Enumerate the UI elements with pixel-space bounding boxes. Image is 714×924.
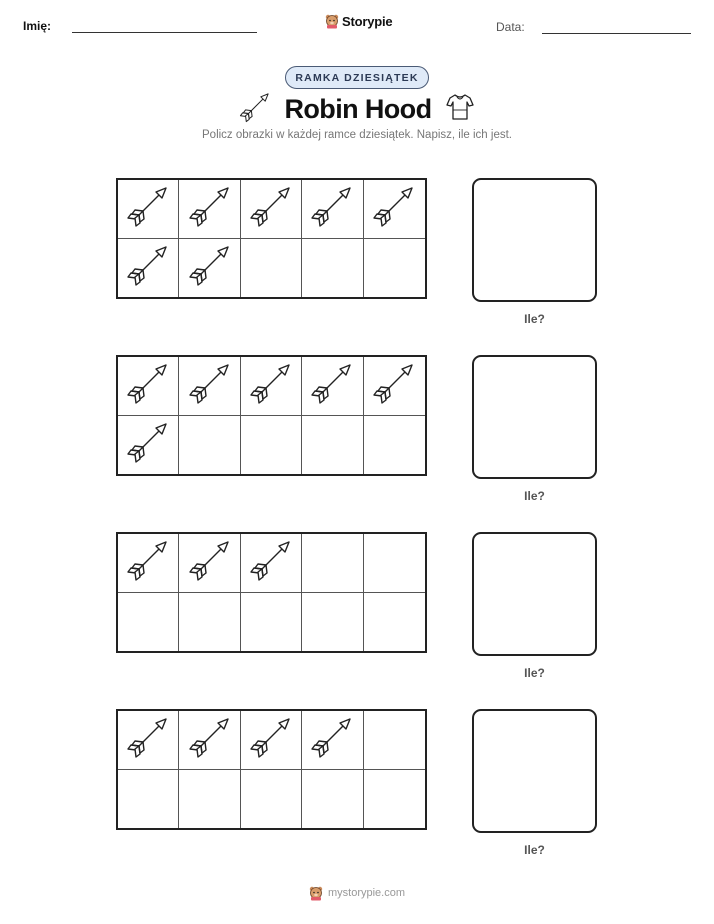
ten-frame-cell xyxy=(118,180,179,239)
ten-frame-cell xyxy=(302,357,363,416)
arrow-icon xyxy=(126,715,170,764)
arrow-icon xyxy=(126,538,170,587)
ten-frame-cell xyxy=(241,180,302,239)
ten-frame-cell xyxy=(241,711,302,770)
ten-frame-cell xyxy=(179,239,240,298)
date-line[interactable] xyxy=(542,33,691,34)
date-label: Data: xyxy=(496,20,525,34)
ten-frame-cell xyxy=(179,534,240,593)
ten-frame-cell xyxy=(302,534,363,593)
arrow-icon xyxy=(126,184,170,233)
answer-label: Ile? xyxy=(524,666,545,680)
answer-label: Ile? xyxy=(524,489,545,503)
arrow-icon xyxy=(239,91,271,128)
ten-frame-cell xyxy=(302,180,363,239)
ten-frame-cell xyxy=(179,416,240,475)
arrow-icon xyxy=(126,420,170,469)
bear-mascot-icon xyxy=(309,885,323,901)
ten-frame-cell xyxy=(118,711,179,770)
arrow-icon xyxy=(188,715,232,764)
footer xyxy=(0,885,714,901)
arrow-icon xyxy=(372,361,416,410)
arrow-icon xyxy=(310,361,354,410)
ten-frame-cell xyxy=(364,416,425,475)
ten-frame-cell xyxy=(179,593,240,652)
ten-frame-cell xyxy=(302,711,363,770)
arrow-icon xyxy=(126,243,170,292)
ten-frame-cell xyxy=(118,770,179,829)
brand-logo xyxy=(325,13,392,29)
ten-frame xyxy=(116,355,427,476)
arrow-icon xyxy=(249,538,293,587)
ten-frame-cell xyxy=(179,357,240,416)
arrow-icon xyxy=(188,184,232,233)
brand-name: Storypie xyxy=(342,13,393,29)
footer-url: mystorypie.com xyxy=(327,887,406,899)
ten-frame-cell xyxy=(241,770,302,829)
arrow-icon xyxy=(249,715,293,764)
arrow-icon xyxy=(126,361,170,410)
ten-frame-cell xyxy=(302,239,363,298)
ten-frame-cell xyxy=(302,770,363,829)
arrow-icon xyxy=(249,184,293,233)
bear-mascot-icon xyxy=(325,13,339,29)
ten-frame-cell xyxy=(364,239,425,298)
ten-frame xyxy=(116,532,427,653)
ten-frame-cell xyxy=(302,416,363,475)
arrow-icon xyxy=(188,361,232,410)
answer-box[interactable] xyxy=(472,355,597,479)
arrow-icon xyxy=(188,243,232,292)
ten-frame-cell xyxy=(364,711,425,770)
ten-frame-cell xyxy=(118,416,179,475)
ten-frame-cell xyxy=(241,357,302,416)
title-row xyxy=(0,91,714,128)
ten-frame-cell xyxy=(302,593,363,652)
ten-frame xyxy=(116,709,427,830)
ten-frame-cell xyxy=(241,416,302,475)
ten-frame-cell xyxy=(364,770,425,829)
ten-frame-cell xyxy=(118,357,179,416)
arrow-icon xyxy=(310,715,354,764)
ten-frame-cell xyxy=(179,180,240,239)
tunic-icon xyxy=(445,92,475,127)
ten-frame-cell xyxy=(241,239,302,298)
page-title: Robin Hood xyxy=(284,94,432,124)
ten-frame-cell xyxy=(241,593,302,652)
answer-box[interactable] xyxy=(472,178,597,302)
ten-frame-cell xyxy=(364,357,425,416)
answer-box[interactable] xyxy=(472,532,597,656)
name-line[interactable] xyxy=(72,32,257,33)
answer-label: Ile? xyxy=(524,843,545,857)
name-label: Imię: xyxy=(23,19,52,33)
arrow-icon xyxy=(372,184,416,233)
ten-frame-cell xyxy=(118,239,179,298)
answer-box[interactable] xyxy=(472,709,597,833)
ten-frame-cell xyxy=(179,711,240,770)
arrow-icon xyxy=(310,184,354,233)
ten-frame-cell xyxy=(364,534,425,593)
ten-frame-cell xyxy=(364,593,425,652)
worksheet-type-badge: RAMKA DZIESIĄTEK xyxy=(285,66,428,89)
ten-frame-cell xyxy=(364,180,425,239)
ten-frame-cell xyxy=(118,593,179,652)
arrow-icon xyxy=(249,361,293,410)
ten-frame-cell xyxy=(118,534,179,593)
ten-frame-cell xyxy=(241,534,302,593)
ten-frame-cell xyxy=(179,770,240,829)
arrow-icon xyxy=(188,538,232,587)
ten-frame xyxy=(116,178,427,299)
instruction-text: Policz obrazki w każdej ramce dziesiątek. Napisz, ile ich jest. xyxy=(202,129,512,141)
answer-label: Ile? xyxy=(524,312,545,326)
